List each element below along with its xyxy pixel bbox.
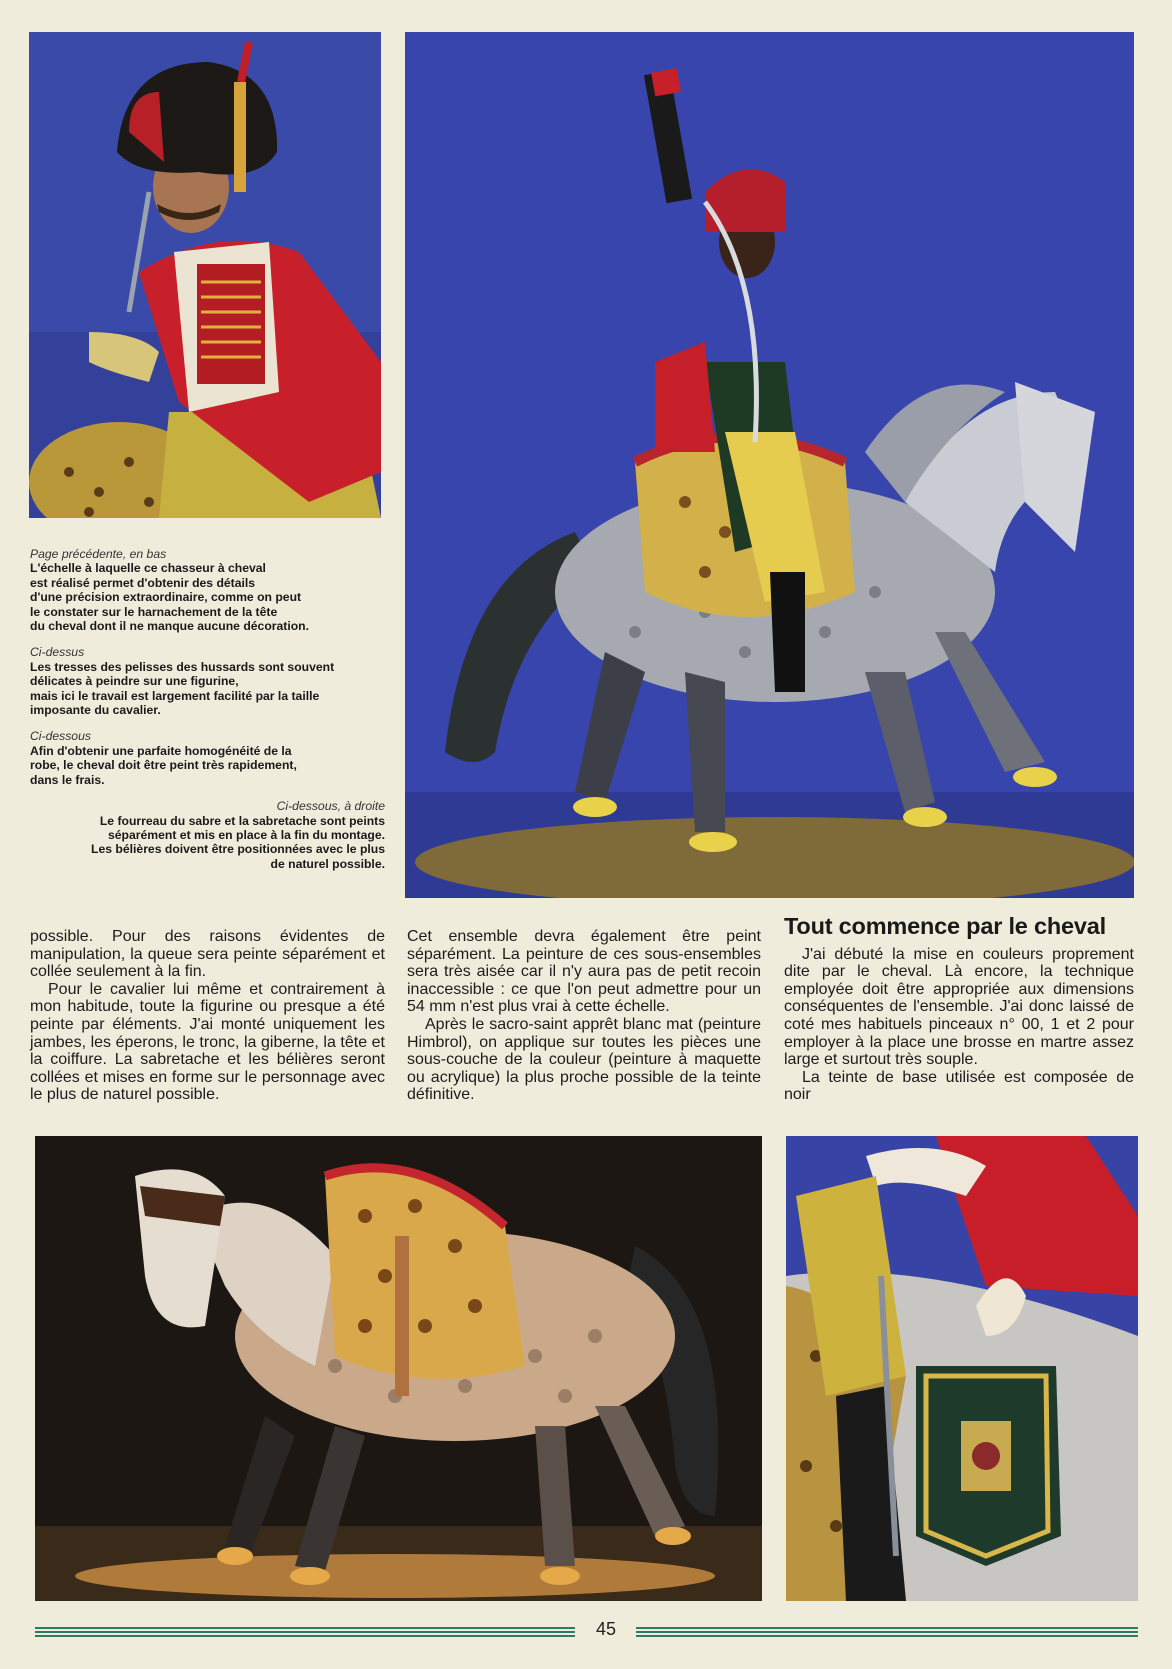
caption-line: Afin d'obtenir une parfaite homogénéité de la	[30, 743, 292, 758]
paragraph: Cet ensemble devra également être peint séparément. La peinture de ces sous-ensembles sera très aisée car il n'y aura pas de petit recoin inaccessible : ce que l'on peut admettre pour un 54 mm n'est plus vrai à cette échelle.	[407, 928, 761, 1016]
footer-rule-right	[636, 1627, 1138, 1637]
caption-line: est réalisé permet d'obtenir des détails	[30, 575, 256, 590]
caption-label: Ci-dessous	[30, 729, 91, 744]
caption-line: mais ici le travail est largement facilité par la taille	[30, 688, 320, 703]
caption-line: dans le frais.	[30, 772, 105, 787]
article-column-2	[407, 928, 761, 1104]
caption-label: Ci-dessous, à droite	[276, 799, 385, 814]
paragraph: La teinte de base utilisée est composée de noir	[784, 1068, 1134, 1104]
caption-line: imposante du cavalier.	[30, 703, 161, 718]
caption-line: de naturel possible.	[270, 856, 385, 871]
paragraph: Après le sacro-saint apprêt blanc mat (peinture Himbrol), on applique sur toutes les pièces une sous-couche de la couleur (peinture à maquette ou acrylique) la plus proche possible de la teinte définitive.	[407, 1015, 761, 1104]
paragraph: possible. Pour des raisons évidentes de manipulation, la queue sera peinte séparément et collée seulement à la fin.	[30, 928, 385, 981]
caption-line: le constater sur le harnachement de la tête	[30, 604, 278, 619]
caption-line: Les tresses des pelisses des hussards sont souvent	[30, 659, 335, 674]
page-number: 45	[595, 1619, 617, 1639]
caption-label: Ci-dessus	[30, 645, 85, 660]
caption-label: Page précédente, en bas	[30, 547, 167, 561]
photo-sabretache-detail	[786, 1136, 1138, 1601]
footer-rule-left	[35, 1627, 575, 1637]
caption-previous-page	[30, 547, 385, 633]
photo-saddled-horse	[35, 1136, 762, 1601]
photo-captions	[30, 547, 385, 883]
article-column-1	[30, 928, 385, 1104]
photo-hussar-bust	[29, 32, 381, 518]
caption-line: du cheval dont il ne manque aucune décoration.	[30, 619, 310, 634]
caption-below	[30, 729, 385, 787]
section-heading: Tout commence par le cheval	[784, 913, 1106, 939]
caption-line: Les bélières doivent être positionnées avec le plus	[91, 842, 385, 857]
photo-mounted-chasseur	[405, 32, 1134, 898]
caption-above	[30, 645, 385, 717]
article-column-3	[784, 913, 1134, 1104]
paragraph: Pour le cavalier lui même et contrairement à mon habitude, toute la figurine ou presque a été peinte par éléments. J'ai monté uniquement les jambes, les éperons, le tronc, la giberne, la tête et la coiffure. La sabretache et les bélières seront collées et mises en forme sur le personnage avec le plus de naturel possible.	[30, 980, 385, 1104]
caption-below-right	[30, 799, 385, 871]
paragraph: J'ai débuté la mise en couleurs proprement dite par le cheval. Là encore, la technique employée doit être appropriée aux dimensions conséquentes de l'ensemble. J'ai donc laissé de coté mes habituels pinceaux n° 00, 1 et 2 pour employer à la place une brosse en martre assez large et surtout très souple.	[784, 945, 1134, 1069]
caption-line: robe, le cheval doit être peint très rapidement,	[30, 758, 297, 773]
caption-line: d'une précision extraordinaire, comme on peut	[30, 590, 302, 605]
page-footer	[0, 1615, 1172, 1651]
caption-line: séparément et mis en place à la fin du montage.	[107, 827, 385, 842]
caption-line: L'échelle à laquelle ce chasseur à cheval	[30, 561, 266, 576]
caption-line: Le fourreau du sabre et la sabretache sont peints	[99, 813, 385, 828]
caption-line: délicates à peindre sur une figurine,	[30, 674, 239, 689]
